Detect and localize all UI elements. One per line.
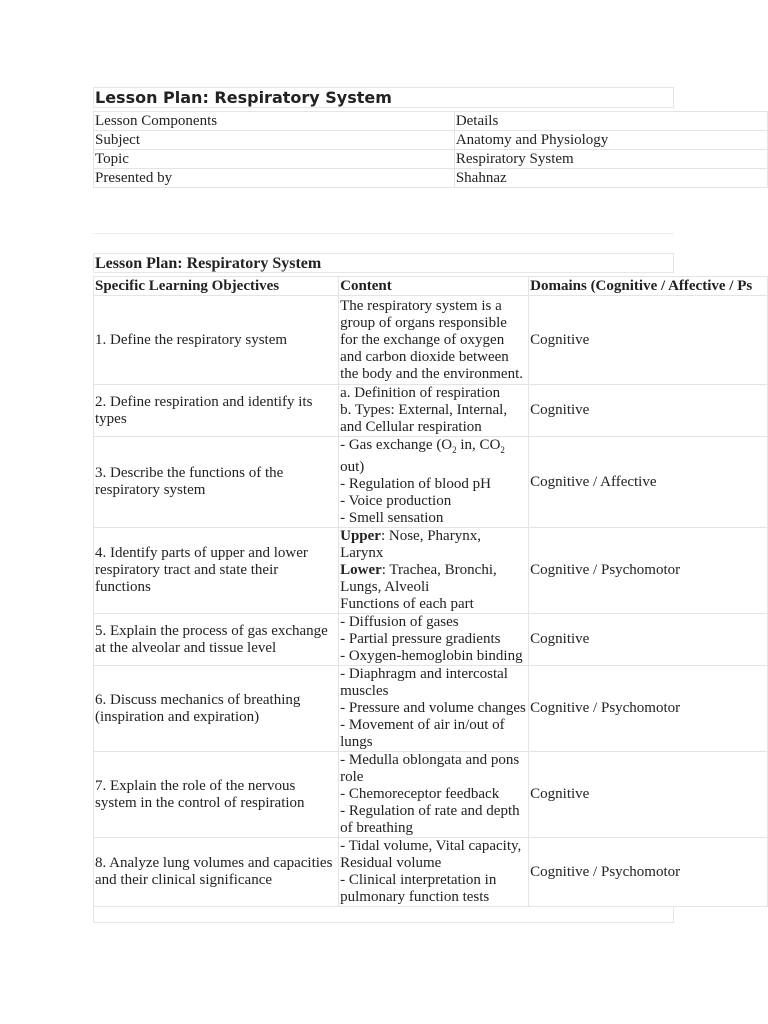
objective-cell: 4. Identify parts of upper and lower respiratory tract and state their functions	[94, 528, 339, 614]
content-line: a. Definition of respiration	[340, 385, 501, 401]
content-cell	[339, 296, 529, 385]
domain-cell: Cognitive	[529, 614, 768, 666]
gas-exchange-line: - Gas exchange ($O_2$ in, $CO_2$ out)	[340, 437, 505, 475]
section-divider	[93, 233, 674, 234]
header-title: Lesson Plan: Respiratory System	[95, 88, 392, 107]
table-row	[94, 169, 768, 188]
table-row	[94, 296, 768, 385]
plan-title: Lesson Plan: Respiratory System	[95, 255, 322, 272]
table-row	[94, 614, 768, 666]
domain-cell: Cognitive / Psychomotor	[529, 838, 768, 907]
objective-cell: 6. Discuss mechanics of breathing (inspiration and expiration)	[94, 666, 339, 752]
objective-cell: 7. Explain the role of the nervous system in the control of respiration	[94, 752, 339, 838]
content-line: - Chemoreceptor feedback	[340, 786, 500, 802]
objective-cell: 1. Define the respiratory system	[94, 296, 339, 385]
content-line: The respiratory system is a group of organs responsible for the exchange of oxygen and carbon dioxide between the body and the environment.	[340, 297, 523, 382]
content-line: - Tidal volume, Vital capacity, Residual volume	[340, 838, 522, 871]
info-label-presenter: Presented by	[94, 169, 455, 188]
content-line: - Voice production	[340, 493, 452, 509]
info-header-details: Details	[454, 112, 767, 131]
content-cell	[339, 838, 529, 907]
empty-footer-box	[93, 906, 674, 923]
objective-cell: 3. Describe the functions of the respiratory system	[94, 437, 339, 528]
table-header-row	[94, 277, 768, 296]
table-row	[94, 385, 768, 437]
content-line: - Clinical interpretation in pulmonary function tests	[340, 872, 497, 905]
info-header-components: Lesson Components	[94, 112, 455, 131]
table-row	[94, 131, 768, 150]
table-row	[94, 150, 768, 169]
content-line: - Movement of air in/out of lungs	[340, 717, 505, 750]
table-row	[94, 666, 768, 752]
content-line: - Diaphragm and intercostal muscles	[340, 666, 508, 699]
content-cell	[339, 437, 529, 528]
table-row	[94, 437, 768, 528]
info-value-presenter: Shahnaz	[454, 169, 767, 188]
info-label-topic: Topic	[94, 150, 455, 169]
table-row	[94, 752, 768, 838]
content-cell	[339, 666, 529, 752]
domain-cell: Cognitive	[529, 752, 768, 838]
content-line: - Smell sensation	[340, 510, 444, 526]
content-cell	[339, 528, 529, 614]
plan-title-box	[93, 253, 674, 273]
upper-parts: : Nose, Pharynx, Larynx	[340, 528, 481, 561]
content-line: - Regulation of blood pH	[340, 476, 491, 492]
lower-label: Lower	[340, 562, 382, 578]
content-line: - Pressure and volume changes	[340, 700, 526, 716]
content-line: - Diffusion of gases	[340, 614, 459, 630]
table-row	[94, 838, 768, 907]
domain-cell: Cognitive	[529, 385, 768, 437]
content-line: b. Types: External, Internal, and Cellular respiration	[340, 402, 508, 435]
info-value-topic: Respiratory System	[454, 150, 767, 169]
content-line: - Medulla oblongata and pons role	[340, 752, 520, 785]
content-line: - Oxygen-hemoglobin binding	[340, 648, 523, 664]
column-header-domains: Domains (Cognitive / Affective / Ps	[529, 277, 768, 296]
objective-cell: 5. Explain the process of gas exchange at the alveolar and tissue level	[94, 614, 339, 666]
content-cell	[339, 752, 529, 838]
content-line: Functions of each part	[340, 596, 474, 612]
table-row	[94, 112, 768, 131]
lower-parts: : Trachea, Bronchi, Lungs, Alveoli	[340, 562, 497, 595]
objective-cell: 2. Define respiration and identify its types	[94, 385, 339, 437]
content-line: - Partial pressure gradients	[340, 631, 501, 647]
content-cell	[339, 385, 529, 437]
lesson-plan-table	[93, 276, 768, 907]
domain-cell: Cognitive	[529, 296, 768, 385]
column-header-objectives: Specific Learning Objectives	[94, 277, 339, 296]
domain-cell: Cognitive / Psychomotor	[529, 666, 768, 752]
upper-label: Upper	[340, 528, 381, 544]
domain-cell: Cognitive / Psychomotor	[529, 528, 768, 614]
table-row	[94, 528, 768, 614]
column-header-content: Content	[339, 277, 529, 296]
domain-cell: Cognitive / Affective	[529, 437, 768, 528]
info-label-subject: Subject	[94, 131, 455, 150]
lesson-info-table	[93, 111, 768, 188]
info-value-subject: Anatomy and Physiology	[454, 131, 767, 150]
objective-cell: 8. Analyze lung volumes and capacities and their clinical significance	[94, 838, 339, 907]
header-title-box	[93, 87, 674, 108]
content-line: - Regulation of rate and depth of breathing	[340, 803, 520, 836]
content-cell	[339, 614, 529, 666]
